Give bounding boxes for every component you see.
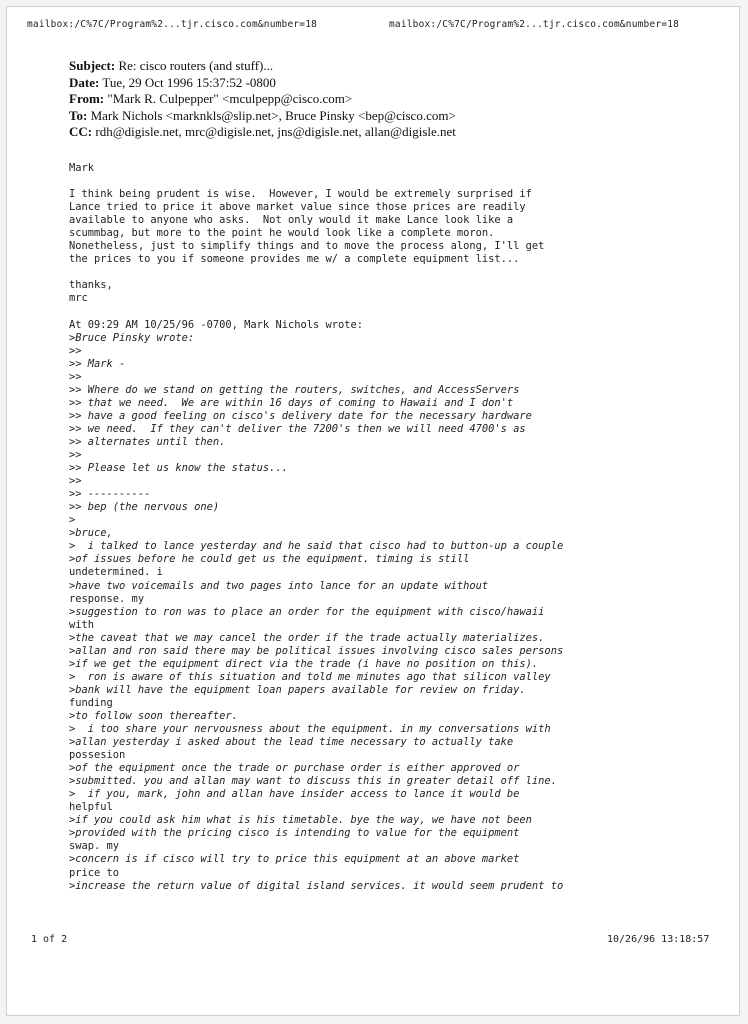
- body-line: At 09:29 AM 10/25/96 -0700, Mark Nichols wrote:: [69, 318, 364, 331]
- subject-label: Subject:: [69, 58, 116, 73]
- to-value: Mark Nichols <marknkls@slip.net>, Bruce Pinsky <bep@cisco.com>: [90, 107, 456, 123]
- document-page: [6, 6, 740, 1016]
- body-line: >>: [69, 475, 82, 488]
- body-line: >bank will have the equipment loan papers available for review on friday.: [69, 683, 526, 696]
- body-line: >>: [69, 449, 82, 462]
- body-line: Nonetheless, just to simplify things and to move the process along, I'll get: [69, 240, 545, 253]
- body-line: >Bruce Pinsky wrote:: [69, 331, 195, 344]
- print-header-left: mailbox:/C%7C/Program%2...tjr.cisco.com&number=18: [27, 19, 318, 30]
- cc-row: [69, 124, 456, 141]
- body-line: >of the equipment once the trade or purchase order is either approved or: [69, 762, 520, 775]
- body-line: >> Please let us know the status...: [69, 462, 288, 475]
- body-line: >provided with the pricing cisco is intending to value for the equipment: [69, 827, 520, 840]
- body-line: >> have a good feeling on cisco's delivery date for the necessary hardware: [69, 409, 532, 422]
- body-line: >increase the return value of digital island services. it would seem prudent to: [69, 879, 564, 892]
- body-line: price to: [69, 866, 120, 879]
- body-line: >> ----------: [69, 488, 151, 501]
- body-line: >concern is if cisco will try to price this equipment at an above market: [69, 853, 520, 866]
- from-label: From:: [69, 91, 105, 106]
- body-line: I think being prudent is wise. However, I would be extremely surprised if: [69, 188, 532, 201]
- date-label: Date:: [69, 74, 100, 90]
- body-line: >: [69, 514, 76, 527]
- from-name: "Mark R. Culpepper": [107, 91, 219, 106]
- body-line: >> alternates until then.: [69, 435, 226, 448]
- email-headers: [69, 58, 456, 141]
- body-line: >suggestion to ron was to place an order for the equipment with cisco/hawaii: [69, 605, 545, 618]
- body-line: >if you could ask him what is his timetable. bye the way, we have not been: [69, 814, 532, 827]
- body-line: >allan yesterday i asked about the lead time necessary to actually take: [69, 736, 514, 749]
- body-line: [69, 266, 729, 279]
- to-row: [69, 108, 456, 125]
- body-line: > ron is aware of this situation and told me minutes ago that silicon valley: [69, 670, 551, 683]
- body-line: scummbag, but more to the point he would look like a complete moron.: [69, 227, 495, 240]
- body-line: response. my: [69, 592, 145, 605]
- body-line: with: [69, 618, 95, 631]
- cc-label: CC:: [69, 124, 93, 139]
- body-line: the prices to you if someone provides me w/ a complete equipment list...: [69, 253, 520, 266]
- body-line: >>: [69, 370, 82, 383]
- body-line: mrc: [69, 292, 88, 305]
- from-address: <mculpepp@cisco.com>: [222, 91, 353, 106]
- body-line: [69, 306, 729, 319]
- body-line: available to anyone who asks. Not only would it make Lance look like a: [69, 214, 514, 227]
- body-line: undetermined. i: [69, 566, 163, 579]
- body-line: funding: [69, 696, 113, 709]
- body-line: >have two voicemails and two pages into lance for an update without: [69, 579, 489, 592]
- body-line: >> bep (the nervous one): [69, 501, 220, 514]
- body-line: possesion: [69, 749, 126, 762]
- body-line: thanks,: [69, 279, 113, 292]
- subject-row: [69, 58, 456, 75]
- from-row: [69, 91, 456, 108]
- body-line: >> Mark -: [69, 357, 126, 370]
- body-line: Lance tried to price it above market value since those prices are readily: [69, 201, 526, 214]
- print-timestamp: 10/26/96 13:18:57: [607, 934, 710, 945]
- body-line: >of issues before he could get us the equipment. timing is still: [69, 553, 470, 566]
- body-line: swap. my: [69, 840, 120, 853]
- subject-value: Re: cisco routers (and stuff)...: [118, 58, 274, 73]
- body-line: >if we get the equipment direct via the trade (i have no position on this).: [69, 657, 539, 670]
- body-line: >> that we need. We are within 16 days of coming to Hawaii and I don't: [69, 396, 514, 409]
- body-line: > i talked to lance yesterday and he said that cisco had to button-up a couple: [69, 540, 564, 553]
- body-line: >bruce,: [69, 527, 113, 540]
- date-value: Tue, 29 Oct 1996 15:37:52 -0800: [102, 74, 276, 90]
- body-line: > i too share your nervousness about the equipment. in my conversations with: [69, 723, 551, 736]
- print-header-right: mailbox:/C%7C/Program%2...tjr.cisco.com&number=18: [389, 19, 680, 30]
- body-line: [69, 175, 729, 188]
- body-line: > if you, mark, john and allan have insider access to lance it would be: [69, 788, 520, 801]
- body-line: Mark: [69, 162, 95, 174]
- date-row: [69, 75, 456, 92]
- body-line: helpful: [69, 801, 113, 814]
- body-line: >>: [69, 344, 82, 357]
- body-line: >the caveat that we may cancel the order if the trade actually materializes.: [69, 631, 545, 644]
- page-number: 1 of 2: [31, 934, 68, 945]
- cc-value: rdh@digisle.net, mrc@digisle.net, jns@digisle.net, allan@digisle.net: [95, 124, 456, 139]
- body-line: >> Where do we stand on getting the routers, switches, and AccessServers: [69, 383, 520, 396]
- email-body: [69, 162, 729, 893]
- body-line: >submitted. you and allan may want to discuss this in greater detail off line.: [69, 775, 557, 788]
- body-line: >allan and ron said there may be political issues involving cisco sales persons: [69, 644, 564, 657]
- to-label: To:: [69, 107, 88, 123]
- body-line: >to follow soon thereafter.: [69, 709, 238, 722]
- body-line: >> we need. If they can't deliver the 7200's then we will need 4700's as: [69, 422, 526, 435]
